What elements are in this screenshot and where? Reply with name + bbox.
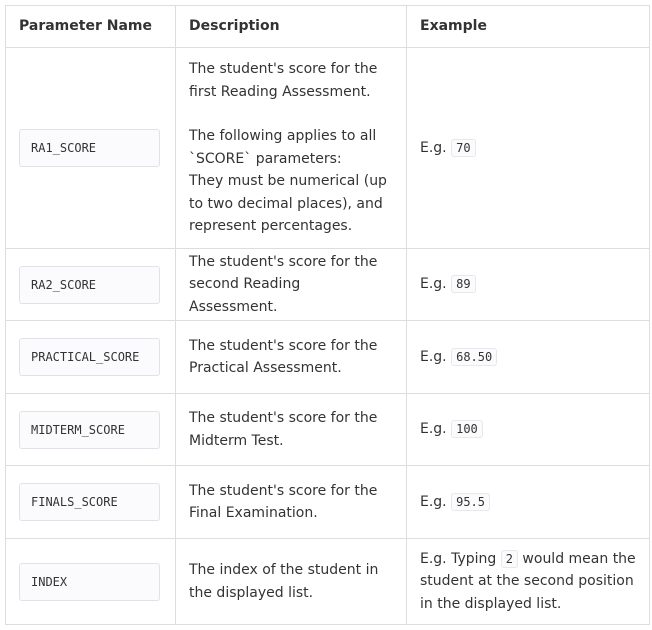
example-cell [407,394,650,466]
description-cell [176,48,407,249]
param-cell [6,249,176,321]
description-text: The student's score for the Practical Assessment. [189,337,378,376]
description-text: The index of the student in the displayed list. [189,562,379,601]
example-suffix: would mean the student at the second position in the displayed list. [420,550,636,612]
param-cell [6,48,176,249]
example-value: 100 [451,420,483,438]
description-text: The student's score for the second Reading Assessment. [189,253,378,315]
example-value: 2 [501,550,518,568]
example-prefix: E.g. [420,421,447,438]
example-cell [407,321,650,394]
table-header-row [6,6,650,48]
example-value: 89 [451,275,475,293]
example-prefix: E.g. [420,348,447,365]
header-parameter-name: Parameter Name [6,6,176,48]
param-cell [6,466,176,539]
header-description: Description [176,6,407,48]
score-note-title: The following applies to all `SCORE` parameters: [189,128,377,167]
description-cell [176,466,407,539]
example-value: 70 [451,139,475,157]
description-text: The student's score for the first Reading Assessment. [189,61,378,100]
example-cell [407,539,650,625]
header-example: Example [407,6,650,48]
param-code: FINALS_SCORE [19,483,160,521]
example-cell [407,48,650,249]
description-cell [176,321,407,394]
table-row [6,394,650,466]
example-prefix: E.g. Typing [420,550,497,567]
table-row [6,249,650,321]
param-code: INDEX [19,563,160,601]
example-cell [407,466,650,539]
param-code: RA1_SCORE [19,129,160,167]
param-cell [6,321,176,394]
parameter-table [5,5,650,625]
example-value: 68.50 [451,348,497,366]
description-cell [176,249,407,321]
table-row [6,539,650,625]
table-row [6,48,650,249]
example-cell [407,249,650,321]
description-cell [176,539,407,625]
example-value: 95.5 [451,493,490,511]
example-prefix: E.g. [420,493,447,510]
table-row [6,466,650,539]
param-code: MIDTERM_SCORE [19,411,160,449]
param-code: PRACTICAL_SCORE [19,338,160,376]
param-cell [6,394,176,466]
example-prefix: E.g. [420,276,447,293]
table-row [6,321,650,394]
description-text: The student's score for the Final Examination. [189,482,378,521]
param-code: RA2_SCORE [19,266,160,304]
description-cell [176,394,407,466]
param-cell [6,539,176,625]
description-text: The student's score for the Midterm Test. [189,410,378,449]
score-note-body: They must be numerical (up to two decimal places), and represent percentages. [189,173,387,235]
example-prefix: E.g. [420,139,447,156]
